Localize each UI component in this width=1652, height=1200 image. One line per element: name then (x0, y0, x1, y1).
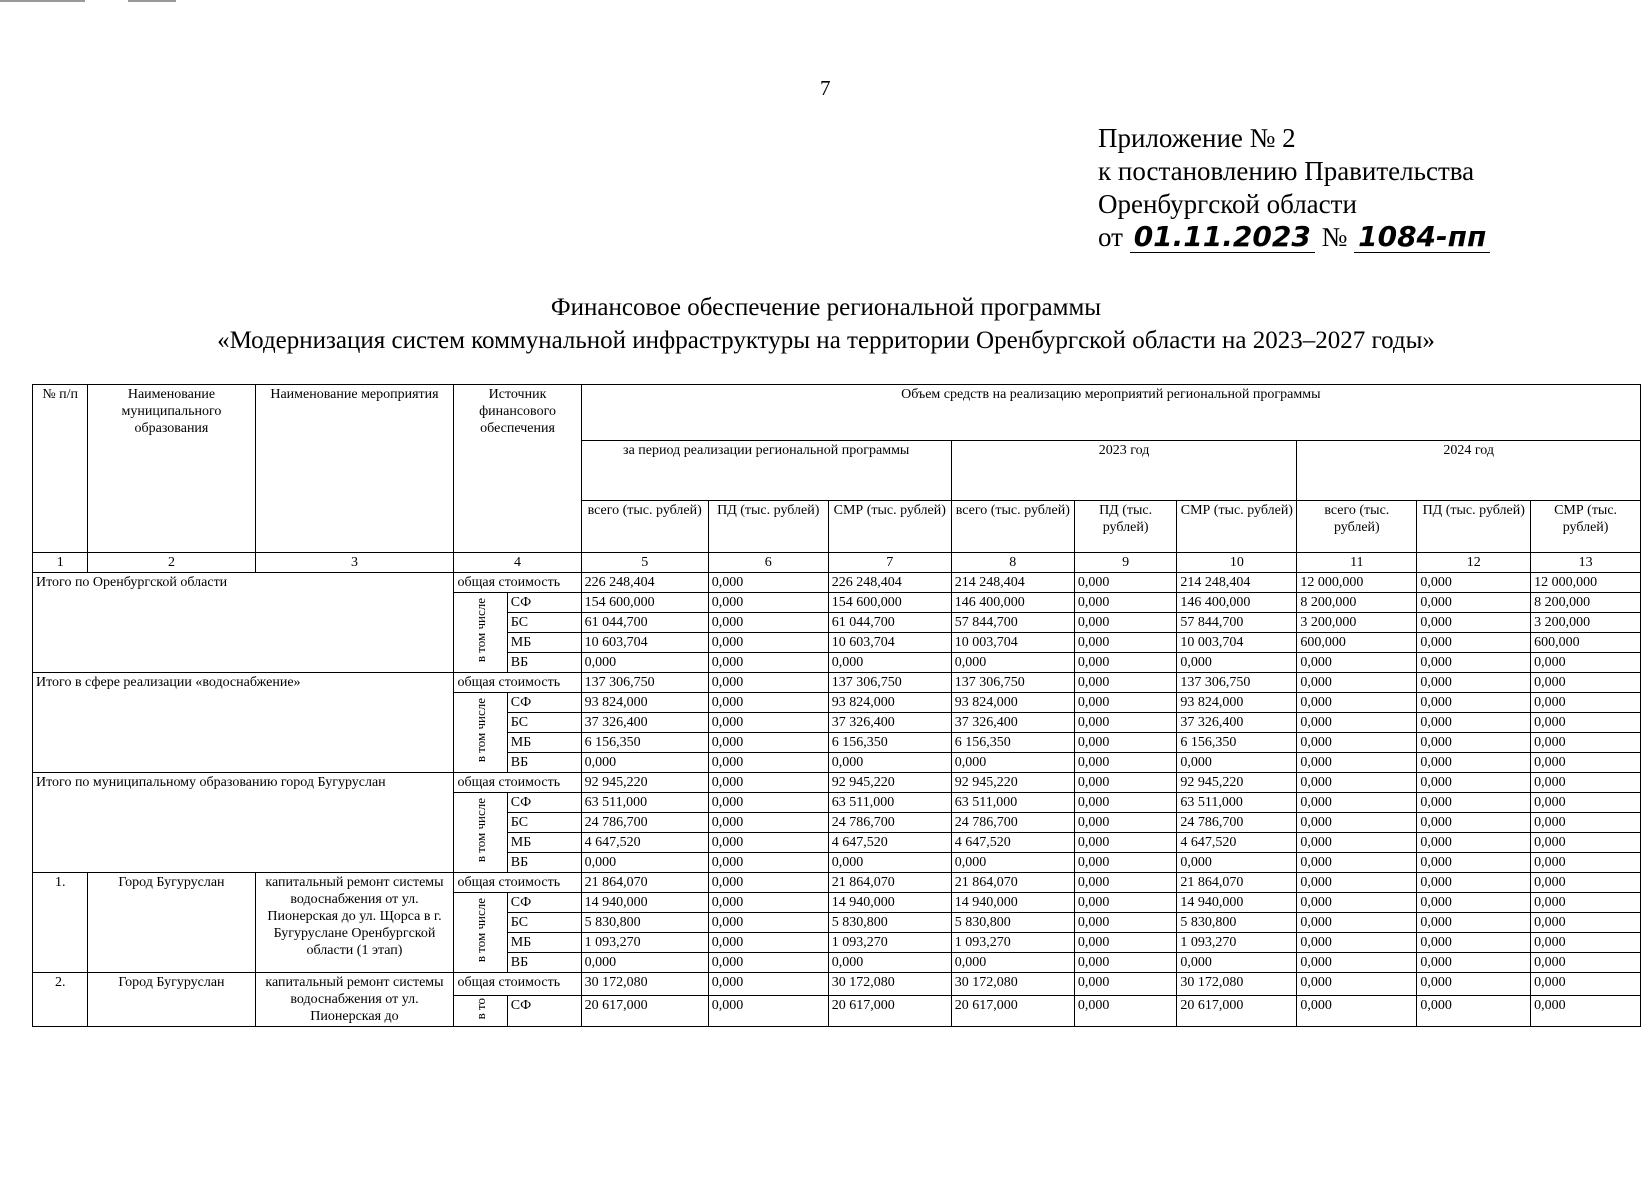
header-num: № п/п (33, 385, 88, 553)
value-cell: 92 945,220 (581, 773, 708, 793)
value-cell: 0,000 (1417, 833, 1531, 853)
handwritten-number: 1084-пп (1354, 222, 1490, 253)
value-cell: 21 864,070 (1177, 873, 1297, 893)
value-cell: 0,000 (1417, 913, 1531, 933)
value-cell: 0,000 (1531, 853, 1641, 873)
source-sf-label: СФ (507, 793, 581, 813)
value-cell: 92 945,220 (951, 773, 1074, 793)
value-cell: 0,000 (1074, 713, 1177, 733)
value-cell: 57 844,700 (951, 613, 1074, 633)
header-period-2023: 2023 год (951, 441, 1297, 501)
value-cell: 57 844,700 (1177, 613, 1297, 633)
value-cell: 0,000 (708, 873, 828, 893)
column-number: 1 (33, 553, 88, 573)
value-cell: 30 172,080 (951, 973, 1074, 996)
value-cell: 0,000 (708, 673, 828, 693)
value-cell: 30 172,080 (1177, 973, 1297, 996)
value-cell: 0,000 (1417, 673, 1531, 693)
value-cell: 0,000 (1417, 653, 1531, 673)
value-cell: 5 830,800 (828, 913, 951, 933)
value-cell: 63 511,000 (951, 793, 1074, 813)
value-cell: 0,000 (1074, 573, 1177, 593)
value-cell: 0,000 (708, 613, 828, 633)
value-cell: 0,000 (1417, 613, 1531, 633)
value-cell: 0,000 (1417, 813, 1531, 833)
value-cell: 0,000 (1531, 913, 1641, 933)
value-cell: 0,000 (581, 853, 708, 873)
value-cell: 0,000 (581, 953, 708, 973)
value-cell: 0,000 (708, 753, 828, 773)
value-cell: 0,000 (708, 853, 828, 873)
value-cell: 0,000 (1074, 793, 1177, 813)
value-cell: 14 940,000 (828, 893, 951, 913)
value-cell: 0,000 (708, 793, 828, 813)
value-cell: 137 306,750 (951, 673, 1074, 693)
value-cell: 0,000 (1417, 893, 1531, 913)
source-sf-label: СФ (507, 693, 581, 713)
value-cell: 10 003,704 (1177, 633, 1297, 653)
column-number: 5 (581, 553, 708, 573)
value-cell: 0,000 (1531, 973, 1641, 996)
source-bs-label: БС (507, 713, 581, 733)
value-cell: 1 093,270 (828, 933, 951, 953)
item-mo-name: Город Бугуруслан (88, 873, 255, 973)
value-cell: 20 617,000 (581, 995, 708, 1026)
value-cell: 0,000 (1297, 953, 1417, 973)
appendix-line: Приложение № 2 (1098, 123, 1296, 153)
value-cell: 8 200,000 (1531, 593, 1641, 613)
value-cell: 37 326,400 (828, 713, 951, 733)
value-cell: 10 603,704 (828, 633, 951, 653)
value-cell: 0,000 (1074, 613, 1177, 633)
value-cell: 21 864,070 (581, 873, 708, 893)
value-cell: 0,000 (1417, 973, 1531, 996)
value-cell: 137 306,750 (828, 673, 951, 693)
value-cell: 6 156,350 (1177, 733, 1297, 753)
value-cell: 0,000 (1297, 833, 1417, 853)
value-cell: 0,000 (1177, 653, 1297, 673)
value-cell: 0,000 (1297, 793, 1417, 813)
value-cell: 0,000 (1074, 653, 1177, 673)
value-cell: 0,000 (1417, 995, 1531, 1026)
value-cell: 0,000 (1074, 773, 1177, 793)
value-cell: 20 617,000 (951, 995, 1074, 1026)
value-cell: 93 824,000 (1177, 693, 1297, 713)
group-title: Итого по муниципальному образованию город Бугуруслан (33, 773, 454, 873)
value-cell: 20 617,000 (1177, 995, 1297, 1026)
value-cell: 0,000 (1417, 573, 1531, 593)
value-cell: 0,000 (708, 633, 828, 653)
header-pd: ПД (тыс. рублей) (1074, 501, 1177, 553)
value-cell: 0,000 (1531, 893, 1641, 913)
appendix-line: Оренбургской области (1098, 189, 1357, 219)
value-cell: 0,000 (951, 853, 1074, 873)
value-cell: 8 200,000 (1297, 593, 1417, 613)
source-total-cost: общая стоимость (454, 673, 581, 693)
incl-label-text: в том числе (472, 697, 488, 763)
value-cell: 137 306,750 (1177, 673, 1297, 693)
value-cell: 0,000 (1531, 813, 1641, 833)
source-mb-label: МБ (507, 633, 581, 653)
header-volume: Объем средств на реализацию мероприятий региональной программы (581, 385, 1640, 441)
header-source: Источник финансового обеспечения (454, 385, 581, 553)
value-cell: 0,000 (1531, 933, 1641, 953)
value-cell: 0,000 (1531, 873, 1641, 893)
value-cell: 600,000 (1531, 633, 1641, 653)
value-cell: 0,000 (1531, 733, 1641, 753)
value-cell: 0,000 (581, 653, 708, 673)
total-cost-row (33, 873, 1641, 893)
value-cell: 0,000 (1074, 995, 1177, 1026)
value-cell: 93 824,000 (581, 693, 708, 713)
value-cell: 0,000 (1074, 693, 1177, 713)
scan-artifact (0, 0, 85, 2)
incl-label (454, 995, 507, 1026)
value-cell: 0,000 (1531, 833, 1641, 853)
value-cell: 5 830,800 (951, 913, 1074, 933)
column-number: 4 (454, 553, 581, 573)
value-cell: 0,000 (1297, 673, 1417, 693)
value-cell: 37 326,400 (1177, 713, 1297, 733)
value-cell: 0,000 (1417, 853, 1531, 873)
incl-label-text: в том числе (472, 897, 488, 963)
value-cell: 24 786,700 (951, 813, 1074, 833)
source-vb-label: ВБ (507, 653, 581, 673)
value-cell: 0,000 (1177, 853, 1297, 873)
column-number: 11 (1297, 553, 1417, 573)
value-cell: 21 864,070 (951, 873, 1074, 893)
value-cell: 93 824,000 (951, 693, 1074, 713)
value-cell: 0,000 (708, 893, 828, 913)
item-number: 1. (33, 873, 88, 973)
value-cell: 0,000 (1074, 933, 1177, 953)
number-sign: № (1321, 222, 1348, 252)
source-mb-label: МБ (507, 933, 581, 953)
value-cell: 0,000 (1531, 713, 1641, 733)
value-cell: 0,000 (1297, 933, 1417, 953)
value-cell: 61 044,700 (581, 613, 708, 633)
column-number: 12 (1417, 553, 1531, 573)
value-cell: 0,000 (708, 573, 828, 593)
source-total-cost: общая стоимость (454, 973, 581, 996)
value-cell: 0,000 (1531, 753, 1641, 773)
value-cell: 0,000 (708, 813, 828, 833)
value-cell: 0,000 (1531, 773, 1641, 793)
value-cell: 4 647,520 (581, 833, 708, 853)
value-cell: 0,000 (581, 753, 708, 773)
value-cell: 0,000 (828, 653, 951, 673)
value-cell: 0,000 (708, 593, 828, 613)
value-cell: 14 940,000 (1177, 893, 1297, 913)
column-number: 6 (708, 553, 828, 573)
appendix-date-line (1098, 221, 1490, 254)
value-cell: 0,000 (1297, 753, 1417, 773)
value-cell: 0,000 (1074, 813, 1177, 833)
value-cell: 63 511,000 (1177, 793, 1297, 813)
source-vb-label: ВБ (507, 753, 581, 773)
value-cell: 0,000 (1074, 953, 1177, 973)
date-prefix: от (1098, 222, 1123, 252)
appendix-block (1098, 122, 1490, 254)
source-total-cost: общая стоимость (454, 573, 581, 593)
value-cell: 4 647,520 (828, 833, 951, 853)
value-cell: 0,000 (828, 753, 951, 773)
value-cell: 0,000 (1297, 913, 1417, 933)
handwritten-date: 01.11.2023 (1130, 222, 1315, 253)
value-cell: 61 044,700 (828, 613, 951, 633)
value-cell: 0,000 (1417, 713, 1531, 733)
value-cell: 0,000 (708, 713, 828, 733)
value-cell: 0,000 (708, 653, 828, 673)
value-cell: 12 000,000 (1297, 573, 1417, 593)
column-number: 2 (88, 553, 255, 573)
incl-label (454, 893, 507, 973)
value-cell: 0,000 (1074, 833, 1177, 853)
value-cell: 0,000 (1074, 853, 1177, 873)
value-cell: 21 864,070 (828, 873, 951, 893)
header-smr: СМР (тыс. рублей) (828, 501, 951, 553)
item-event: капитальный ремонт системы водоснабжения от ул. Пионерская до ул. Щорса в г. Бугуруслане Оренбургской области (1 этап) (255, 873, 454, 973)
total-cost-row (33, 973, 1641, 996)
scan-artifact (128, 0, 176, 2)
value-cell: 0,000 (1417, 933, 1531, 953)
value-cell: 0,000 (1531, 793, 1641, 813)
value-cell: 24 786,700 (581, 813, 708, 833)
header-mo: Наименование муниципального образования (88, 385, 255, 553)
document-subtitle: «Модернизация систем коммунальной инфраструктуры на территории Оренбургской области на 2023–2027 годы» (217, 327, 1435, 354)
value-cell: 63 511,000 (581, 793, 708, 813)
value-cell: 0,000 (1417, 953, 1531, 973)
column-number: 13 (1531, 553, 1641, 573)
header-smr: СМР (тыс. рублей) (1177, 501, 1297, 553)
source-sf-label: СФ (507, 893, 581, 913)
value-cell: 30 172,080 (581, 973, 708, 996)
column-number: 7 (828, 553, 951, 573)
incl-label (454, 593, 507, 673)
value-cell: 0,000 (1074, 973, 1177, 996)
total-cost-row (33, 673, 1641, 693)
value-cell: 0,000 (1074, 873, 1177, 893)
value-cell: 0,000 (951, 953, 1074, 973)
value-cell: 0,000 (1297, 853, 1417, 873)
value-cell: 0,000 (1297, 995, 1417, 1026)
value-cell: 0,000 (1531, 653, 1641, 673)
value-cell: 0,000 (1417, 793, 1531, 813)
value-cell: 0,000 (1297, 813, 1417, 833)
incl-label (454, 693, 507, 773)
page-number: 7 (820, 76, 831, 100)
financing-table (32, 384, 1641, 1027)
incl-label-text: в то (472, 997, 488, 1020)
column-numbers-row (33, 553, 1641, 573)
source-mb-label: МБ (507, 733, 581, 753)
appendix-line: к постановлению Правительства (1098, 156, 1475, 186)
value-cell: 0,000 (1074, 593, 1177, 613)
value-cell: 226 248,404 (828, 573, 951, 593)
value-cell: 0,000 (708, 995, 828, 1026)
value-cell: 0,000 (951, 753, 1074, 773)
value-cell: 0,000 (1074, 913, 1177, 933)
value-cell: 20 617,000 (828, 995, 951, 1026)
value-cell: 0,000 (828, 853, 951, 873)
value-cell: 24 786,700 (828, 813, 951, 833)
header-smr: СМР (тыс. рублей) (1531, 501, 1641, 553)
value-cell: 0,000 (1531, 673, 1641, 693)
column-number: 10 (1177, 553, 1297, 573)
value-cell: 0,000 (708, 973, 828, 996)
value-cell: 0,000 (1417, 693, 1531, 713)
value-cell: 1 093,270 (1177, 933, 1297, 953)
value-cell: 0,000 (1177, 753, 1297, 773)
value-cell: 0,000 (828, 953, 951, 973)
value-cell: 226 248,404 (581, 573, 708, 593)
value-cell: 0,000 (1177, 953, 1297, 973)
source-vb-label: ВБ (507, 853, 581, 873)
column-number: 3 (255, 553, 454, 573)
value-cell: 0,000 (708, 733, 828, 753)
value-cell: 0,000 (1417, 873, 1531, 893)
value-cell: 0,000 (1417, 593, 1531, 613)
value-cell: 37 326,400 (581, 713, 708, 733)
source-bs-label: БС (507, 613, 581, 633)
value-cell: 154 600,000 (581, 593, 708, 613)
value-cell: 0,000 (1531, 995, 1641, 1026)
value-cell: 0,000 (1297, 973, 1417, 996)
value-cell: 0,000 (1297, 713, 1417, 733)
value-cell: 0,000 (1297, 693, 1417, 713)
value-cell: 0,000 (1297, 653, 1417, 673)
document-title: Финансовое обеспечение региональной программы (550, 294, 1102, 321)
value-cell: 137 306,750 (581, 673, 708, 693)
item-event: капитальный ремонт системы водоснабжения от ул. Пионерская до (255, 973, 454, 1027)
source-mb-label: МБ (507, 833, 581, 853)
header-period-all: за период реализации региональной программы (581, 441, 951, 501)
item-number: 2. (33, 973, 88, 1027)
source-total-cost: общая стоимость (454, 873, 581, 893)
value-cell: 0,000 (708, 693, 828, 713)
incl-label-text: в том числе (472, 797, 488, 863)
value-cell: 12 000,000 (1531, 573, 1641, 593)
value-cell: 0,000 (1297, 733, 1417, 753)
value-cell: 6 156,350 (951, 733, 1074, 753)
source-sf-label: СФ (507, 995, 581, 1026)
value-cell: 37 326,400 (951, 713, 1074, 733)
value-cell: 5 830,800 (1177, 913, 1297, 933)
value-cell: 1 093,270 (581, 933, 708, 953)
header-pd: ПД (тыс. рублей) (1417, 501, 1531, 553)
value-cell: 0,000 (951, 653, 1074, 673)
value-cell: 0,000 (708, 953, 828, 973)
value-cell: 92 945,220 (1177, 773, 1297, 793)
value-cell: 30 172,080 (828, 973, 951, 996)
source-total-cost: общая стоимость (454, 773, 581, 793)
source-bs-label: БС (507, 913, 581, 933)
value-cell: 0,000 (1074, 733, 1177, 753)
item-mo-name: Город Бугуруслан (88, 973, 255, 1027)
header-total: всего (тыс. рублей) (581, 501, 708, 553)
source-sf-label: СФ (507, 593, 581, 613)
total-cost-row (33, 573, 1641, 593)
value-cell: 0,000 (1297, 773, 1417, 793)
source-vb-label: ВБ (507, 953, 581, 973)
value-cell: 154 600,000 (828, 593, 951, 613)
value-cell: 63 511,000 (828, 793, 951, 813)
value-cell: 3 200,000 (1531, 613, 1641, 633)
value-cell: 0,000 (1074, 893, 1177, 913)
value-cell: 6 156,350 (581, 733, 708, 753)
value-cell: 0,000 (1531, 693, 1641, 713)
value-cell: 4 647,520 (951, 833, 1074, 853)
header-total: всего (тыс. рублей) (951, 501, 1074, 553)
value-cell: 5 830,800 (581, 913, 708, 933)
value-cell: 0,000 (708, 773, 828, 793)
value-cell: 0,000 (1074, 753, 1177, 773)
value-cell: 214 248,404 (951, 573, 1074, 593)
value-cell: 0,000 (708, 913, 828, 933)
value-cell: 146 400,000 (1177, 593, 1297, 613)
value-cell: 0,000 (1417, 633, 1531, 653)
value-cell: 24 786,700 (1177, 813, 1297, 833)
value-cell: 4 647,520 (1177, 833, 1297, 853)
column-number: 9 (1074, 553, 1177, 573)
value-cell: 14 940,000 (951, 893, 1074, 913)
value-cell: 1 093,270 (951, 933, 1074, 953)
incl-label (454, 793, 507, 873)
value-cell: 93 824,000 (828, 693, 951, 713)
column-number: 8 (951, 553, 1074, 573)
value-cell: 0,000 (708, 933, 828, 953)
header-total: всего (тыс. рублей) (1297, 501, 1417, 553)
total-cost-row (33, 773, 1641, 793)
group-title: Итого в сфере реализации «водоснабжение» (33, 673, 454, 773)
value-cell: 0,000 (1417, 773, 1531, 793)
value-cell: 146 400,000 (951, 593, 1074, 613)
header-event: Наименование мероприятия (255, 385, 454, 553)
value-cell: 600,000 (1297, 633, 1417, 653)
value-cell: 0,000 (1297, 873, 1417, 893)
value-cell: 0,000 (1531, 953, 1641, 973)
group-title: Итого по Оренбургской области (33, 573, 454, 673)
value-cell: 6 156,350 (828, 733, 951, 753)
source-bs-label: БС (507, 813, 581, 833)
value-cell: 0,000 (1074, 673, 1177, 693)
incl-label-text: в том числе (472, 597, 488, 663)
value-cell: 0,000 (1417, 753, 1531, 773)
header-pd: ПД (тыс. рублей) (708, 501, 828, 553)
value-cell: 3 200,000 (1297, 613, 1417, 633)
header-period-2024: 2024 год (1297, 441, 1641, 501)
value-cell: 0,000 (708, 833, 828, 853)
value-cell: 10 003,704 (951, 633, 1074, 653)
value-cell: 14 940,000 (581, 893, 708, 913)
value-cell: 0,000 (1074, 633, 1177, 653)
value-cell: 214 248,404 (1177, 573, 1297, 593)
value-cell: 92 945,220 (828, 773, 951, 793)
value-cell: 10 603,704 (581, 633, 708, 653)
value-cell: 0,000 (1417, 733, 1531, 753)
value-cell: 0,000 (1297, 893, 1417, 913)
